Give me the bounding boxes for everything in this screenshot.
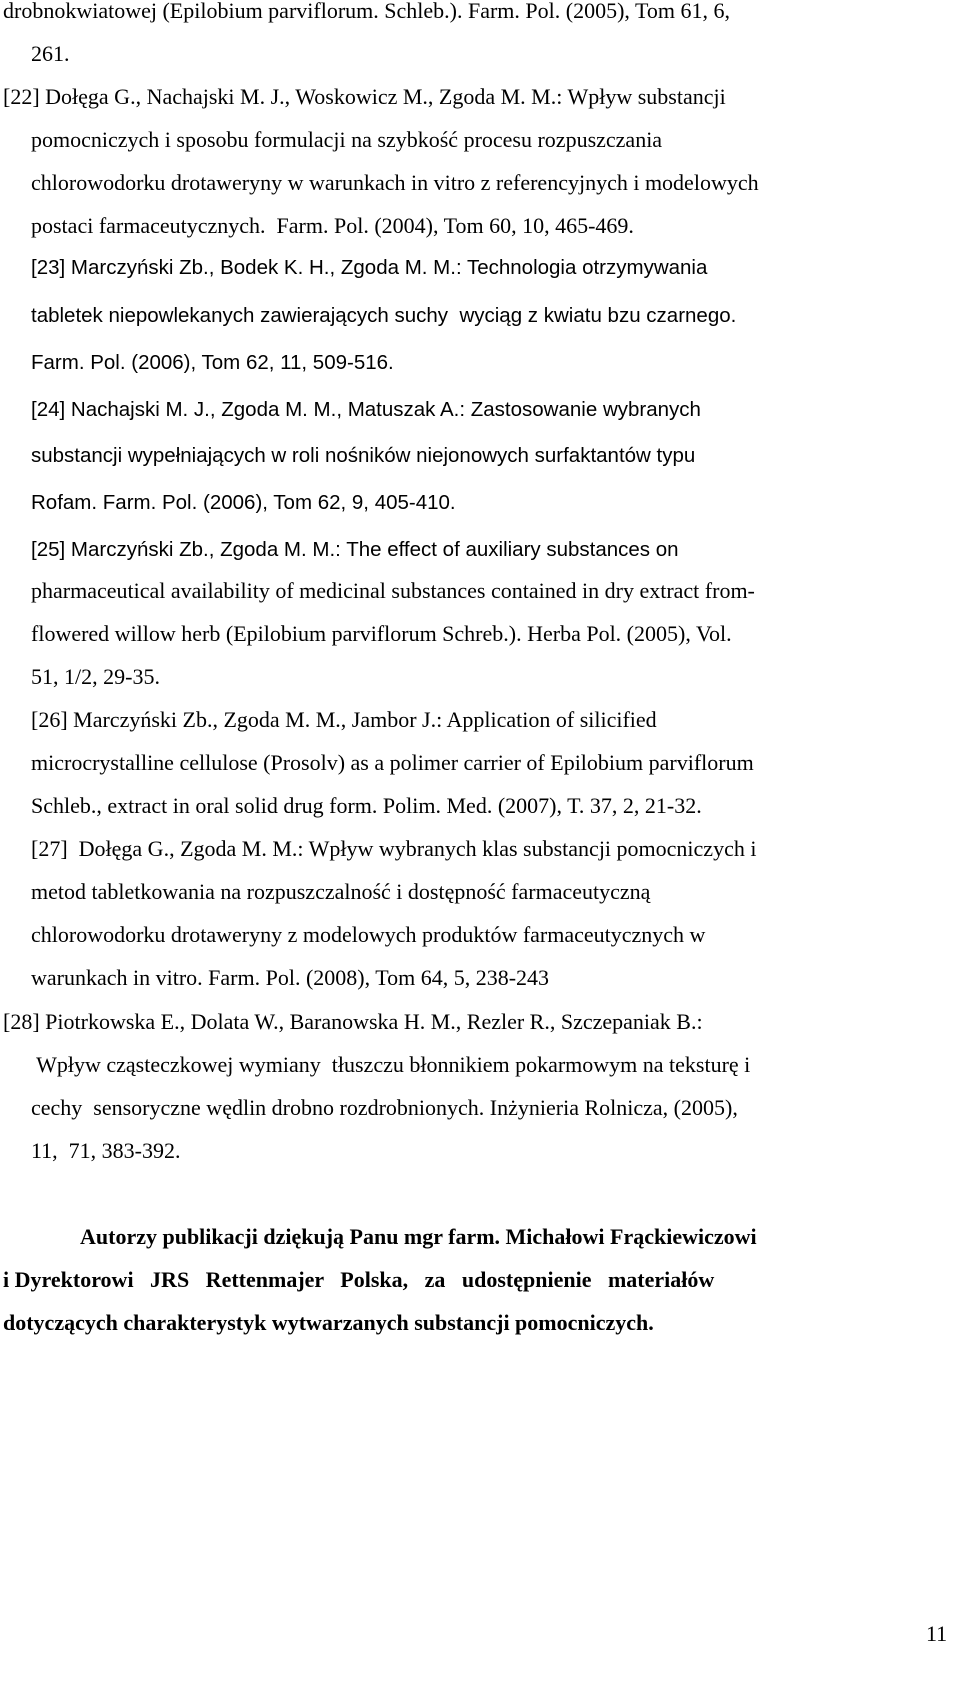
- ref-28-line-1: [28] Piotrkowska E., Dolata W., Baranowska H. M., Rezler R., Szczepaniak B.:: [3, 1009, 703, 1034]
- acknowledgement-line-1: Autorzy publikacji dziękują Panu mgr farm. Michałowi Frąckiewiczowi: [80, 1224, 757, 1249]
- ref-27-line-2: metod tabletkowania na rozpuszczalność i dostępność farmaceutyczną: [31, 879, 651, 904]
- ref-26-line-1: [26] Marczyński Zb., Zgoda M. M., Jambor J.: Application of silicified: [31, 707, 657, 732]
- ref-27-line-3: chlorowodorku drotaweryny z modelowych produktów farmaceutycznych w: [31, 922, 706, 947]
- ref-25-line-1: [25] Marczyński Zb., Zgoda M. M.: The effect of auxiliary substances on: [31, 538, 679, 561]
- page-number: 11: [926, 1621, 948, 1646]
- ref-24-line-1: [24] Nachajski M. J., Zgoda M. M., Matuszak A.: Zastosowanie wybranych: [31, 398, 701, 421]
- ref-24-line-2: substancji wypełniających w roli nośników niejonowych surfaktantów typu: [31, 444, 696, 467]
- ref-25-line-3: flowered willow herb (Epilobium parviflorum Schreb.). Herba Pol. (2005), Vol.: [31, 621, 732, 646]
- acknowledgement-line-2: i Dyrektorowi JRS Rettenmajer Polska, za udostępnienie materiałów: [3, 1267, 715, 1292]
- ref-21-line-1: drobnokwiatowej (Epilobium parviflorum. Schleb.). Farm. Pol. (2005), Tom 61, 6,: [3, 0, 731, 23]
- ref-25-line-2: pharmaceutical availability of medicinal substances contained in dry extract from-: [31, 578, 755, 603]
- ref-26-line-2: microcrystalline cellulose (Prosolv) as a polimer carrier of Epilobium parviflorum: [31, 750, 754, 775]
- ref-23-line-2: tabletek niepowlekanych zawierających suchy wyciąg z kwiatu bzu czarnego.: [31, 304, 737, 327]
- ref-23-line-3: Farm. Pol. (2006), Tom 62, 11, 509-516.: [31, 351, 394, 374]
- ref-28-line-4: 11, 71, 383-392.: [31, 1138, 181, 1163]
- ref-22-line-3: chlorowodorku drotaweryny w warunkach in vitro z referencyjnych i modelowych: [31, 170, 759, 195]
- ref-22-line-1: [22] Dołęga G., Nachajski M. J., Woskowicz M., Zgoda M. M.: Wpływ substancji: [3, 84, 726, 109]
- ref-27-line-1: [27] Dołęga G., Zgoda M. M.: Wpływ wybranych klas substancji pomocniczych i: [31, 836, 757, 861]
- ref-25-line-4: 51, 1/2, 29-35.: [31, 664, 160, 689]
- ref-22-line-2: pomocniczych i sposobu formulacji na szybkość procesu rozpuszczania: [31, 127, 663, 152]
- acknowledgement-line-3: dotyczących charakterystyk wytwarzanych substancji pomocniczych.: [3, 1310, 654, 1335]
- ref-28-line-3: cechy sensoryczne wędlin drobno rozdrobnionych. Inżynieria Rolnicza, (2005),: [31, 1095, 738, 1120]
- ref-21-line-2: 261.: [31, 41, 70, 66]
- ref-27-line-4: warunkach in vitro. Farm. Pol. (2008), Tom 64, 5, 238-243: [31, 965, 550, 990]
- ref-24-line-3: Rofam. Farm. Pol. (2006), Tom 62, 9, 405-410.: [31, 491, 456, 514]
- ref-28-line-2: Wpływ cząsteczkowej wymiany tłuszczu błonnikiem pokarmowym na teksturę i: [31, 1052, 751, 1077]
- ref-23-line-1: [23] Marczyński Zb., Bodek K. H., Zgoda M. M.: Technologia otrzymywania: [31, 256, 708, 279]
- ref-22-line-4: postaci farmaceutycznych. Farm. Pol. (2004), Tom 60, 10, 465-469.: [31, 213, 634, 238]
- ref-26-line-3: Schleb., extract in oral solid drug form. Polim. Med. (2007), T. 37, 2, 21-32.: [31, 793, 702, 818]
